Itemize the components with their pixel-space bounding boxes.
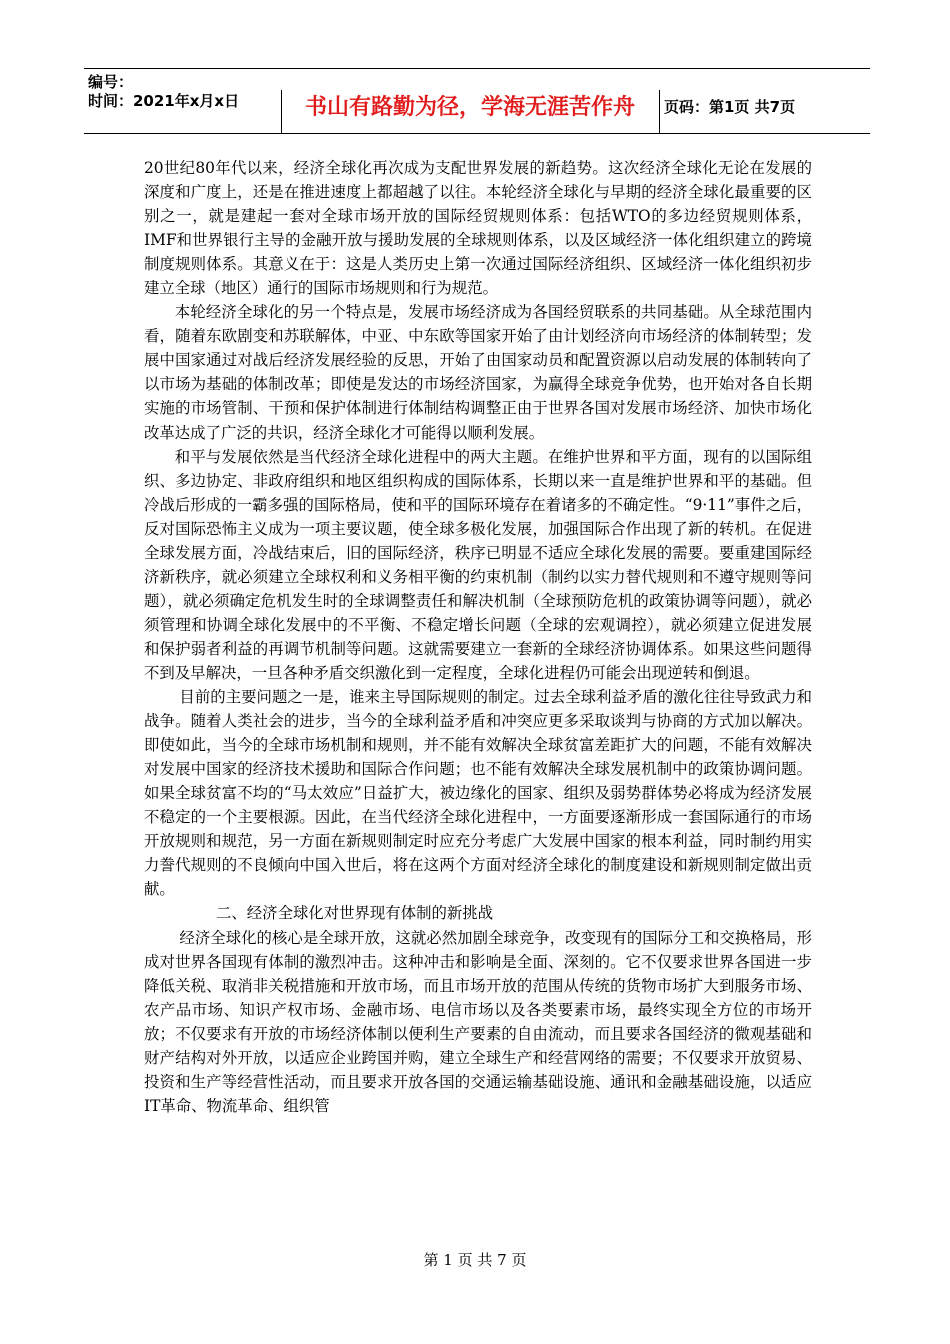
page-header <box>84 68 870 134</box>
body-paragraph-1: 20世纪80年代以来，经济全球化再次成为支配世界发展的新趋势。这次经济全球化无论在发展的深度和广度上，还是在推进速度上都超越了以往。本轮经济全球化与早期的经济全球化最重要的区别之一，就是建起一套对全球市场开放的国际经贸规则体系：包括WTO的多边经贸规则体系，IMF和世界银行主导的金融开放与援助发展的全球规则体系，以及区域经济一体化组织建立的跨境制度规则体系。其意义在于：这是人类历史上第一次通过国际经济组织、区域经济一体化组织初步建立全球（地区）通行的国际市场规则和行为规范。 <box>144 159 812 298</box>
section-heading: 二、经济全球化对世界现有体制的新挑战 <box>216 904 494 923</box>
body-paragraph-2: 本轮经济全球化的另一个特点是，发展市场经济成为各国经贸联系的共同基础。从全球范围内看，随着东欧剧变和苏联解体，中亚、中东欧等国家开始了由计划经济向市场经济的体制转型；发展中国家通过对战后经济发展经验的反思，开始了由国家动员和配置资源以启动发展的体制转向了以市场为基础的体制改革；即使是发达的市场经济国家，为赢得全球竞争优势，也开始对各自长期实施的市场管制、干预和保护体制进行体制结构调整正由于世界各国对发展市场经济、加快市场化改革达成了广泛的共识，经济全球化才可能得以顺利发展。 <box>144 303 812 442</box>
header-motto: 书山有路勤为径，学海无涯苦作舟 <box>304 95 635 120</box>
document-body <box>144 156 812 1118</box>
header-page-number: 页码：第1页 共7页 <box>664 98 796 116</box>
body-paragraph-3: 和平与发展依然是当代经济全球化进程中的两大主题。在维护世界和平方面，现有的以国际组织、多边协定、非政府组织和地区组织构成的国际体系，长期以来一直是维护世界和平的基础。但冷战后形成的一霸多强的国际格局，使和平的国际环境存在着诸多的不确定性。“9·11”事件之后，反对国际恐怖主义成为一项主要议题，使全球多极化发展，加强国际合作出现了新的转机。在促进全球发展方面，冷战结束后，旧的国际经济，秩序已明显不适应全球化发展的需要。要重建国际经济新秩序，就必须建立全球权利和义务相平衡的约束机制（制约以实力替代规则和不遵守规则等问题），就必须确定危机发生时的全球调整责任和解决机制（全球预防危机的政策协调等问题），就必须管理和协调全球化发展中的不平衡、不稳定增长问题（全球的宏观调控），就必须建立促进发展和保护弱者利益的再调节机制等问题。这就需要建立一套新的全球经济协调体系。如果这些问题得不到及早解决，一旦各种矛盾交织激化到一定程度，全球化进程仍可能会出现逆转和倒退。 <box>144 447 812 682</box>
document-time-label: 时间：2021年x月x日 <box>88 92 240 110</box>
page-footer: 第 1 页 共 7 页 <box>423 1251 527 1269</box>
body-paragraph-4: 目前的主要问题之一是，谁来主导国际规则的制定。过去全球利益矛盾的激化往往导致武力和战争。随着人类社会的进步，当今的全球利益矛盾和冲突应更多采取谈判与协商的方式加以解决。即使如此，当今的全球市场机制和规则，并不能有效解决全球贫富差距扩大的问题，不能有效解决对发展中国家的经济技术援助和国际合作问题；也不能有效解决全球发展机制中的政策协调问题。如果全球贫富不均的“马太效应”日益扩大，被边缘化的国家、组织及弱势群体势必将成为经济发展不稳定的一个主要根源。因此，在当代经济全球化进程中，一方面要逐渐形成一套国际通行的市场开放规则和规范，另一方面在新规则制定时应充分考虑广大发展中国家的根本利益，同时制约用实力誊代规则的不良倾向中国入世后，将在这两个方面对经济全球化的制度建设和新规则制定做出贡献。 <box>144 688 812 899</box>
header-divider-right <box>659 90 660 134</box>
section-paragraph: 经济全球化的核心是全球开放，这就必然加剧全球竞争，改变现有的国际分工和交换格局，形成对世界各国现有体制的激烈冲击。这种冲击和影响是全面、深刻的。它不仅要求世界各国进一步降低关税、取消非关税措施和开放市场，而且市场开放的范围从传统的货物市场扩大到服务市场、农产品市场、知识产权市场、金融市场、电信市场以及各类要素市场，最终实现全方位的市场开放；不仅要求有开放的市场经济体制以便利生产要素的自由流动，而且要求各国经济的微观基础和财产结构对外开放，以适应企业跨国并购，建立全球生产和经营网络的需要；不仅要求开放贸易、投资和生产等经营性活动，而且要求开放各国的交通运输基础设施、通讯和金融基础设施，以适应IT革命、物流革命、组织管 <box>144 928 812 1115</box>
header-divider-left <box>281 90 282 134</box>
document-number-label: 编号： <box>88 73 134 91</box>
